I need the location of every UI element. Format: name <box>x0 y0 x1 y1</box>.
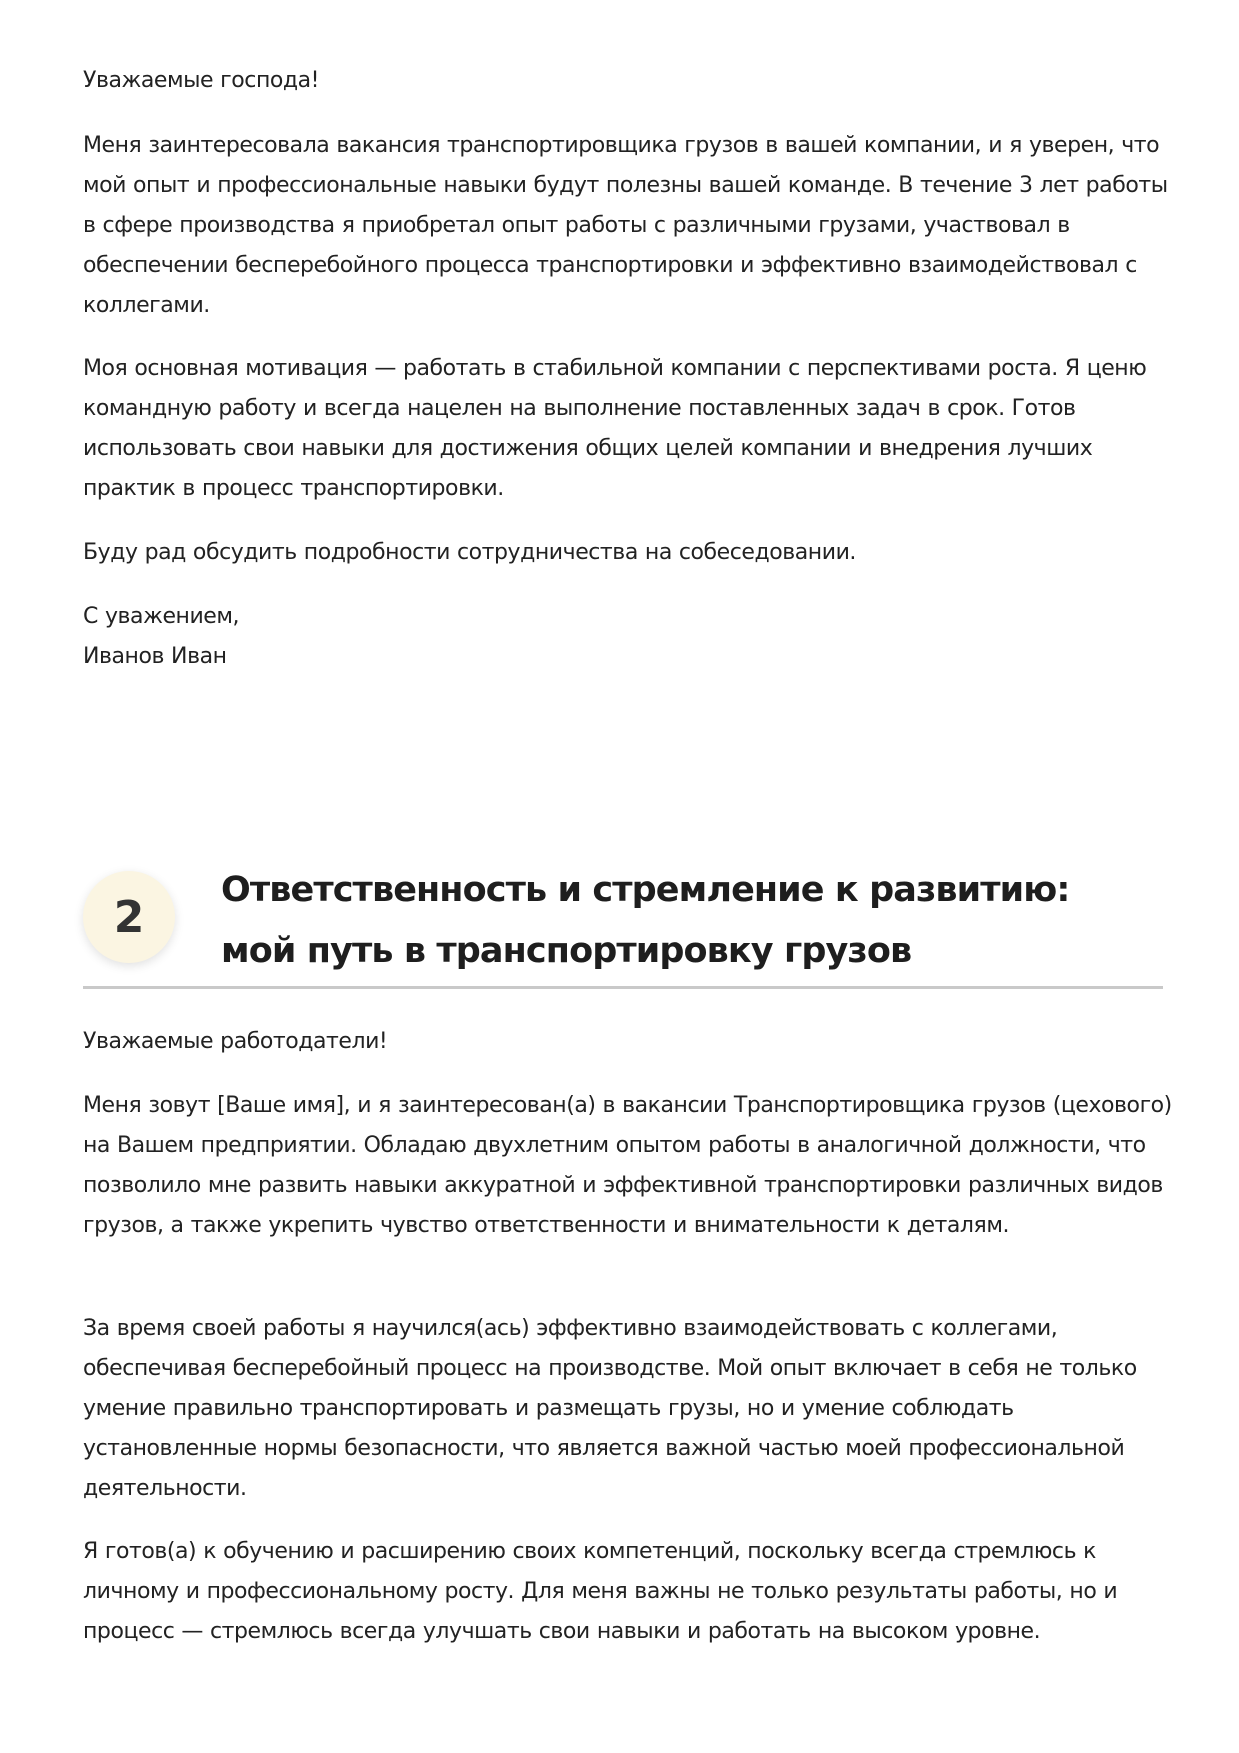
letter-signature: Иванов Иван <box>83 644 227 669</box>
letter-paragraph: За время своей работы я научился(ась) эффективно взаимодействовать с коллегами, обеспечивая бесперебойный процесс на производстве. Мой опыт включает в себя не только умение правильно транспортировать и размещать грузы, но и умение соблюдать установленные нормы безопасности, что является важной частью моей профессиональной деятельности. <box>83 1316 1137 1501</box>
letter-paragraph: Меня заинтересовала вакансия транспортировщика грузов в вашей компании, и я уверен, что мой опыт и профессиональные навыки будут полезны вашей команде. В течение 3 лет работы в сфере производства я приобретал опыт работы с различными грузами, участвовал в обеспечении бесперебойного процесса транспортировки и эффективно взаимодействовал с коллегами. <box>83 133 1168 318</box>
section-title: Ответственность и стремление к развитию: мой путь в транспортировку грузов <box>221 870 1070 971</box>
letter-paragraph: Буду рад обсудить подробности сотрудничества на собеседовании. <box>83 540 856 565</box>
section-header <box>83 848 1163 988</box>
letter-closing: С уважением, <box>83 604 240 629</box>
letter-paragraph: Меня зовут [Ваше имя], и я заинтересован(а) в вакансии Транспортировщика грузов (цехового) на Вашем предприятии. Обладаю двухлетним опытом работы в аналогичной должности, что позволило мне развить навыки аккуратной и эффективной транспортировки различных видов грузов, а также укрепить чувство ответственности и внимательности к деталям. <box>83 1093 1172 1238</box>
section-number-badge: 2 <box>83 871 175 963</box>
section-divider <box>83 986 1163 989</box>
letter-greeting: Уважаемые работодатели! <box>83 1029 388 1054</box>
letter-greeting: Уважаемые господа! <box>83 68 320 93</box>
letter-paragraph: Я готов(а) к обучению и расширению своих компетенций, поскольку всегда стремлюсь к личному и профессиональному росту. Для меня важны не только результаты работы, но и процесс — стремлюсь всегда улучшать свои навыки и работать на высоком уровне. <box>83 1539 1118 1644</box>
letter-paragraph: Моя основная мотивация — работать в стабильной компании с перспективами роста. Я ценю командную работу и всегда нацелен на выполнение поставленных задач в срок. Готов использовать свои навыки для достижения общих целей компании и внедрения лучших практик в процесс транспортировки. <box>83 356 1147 501</box>
